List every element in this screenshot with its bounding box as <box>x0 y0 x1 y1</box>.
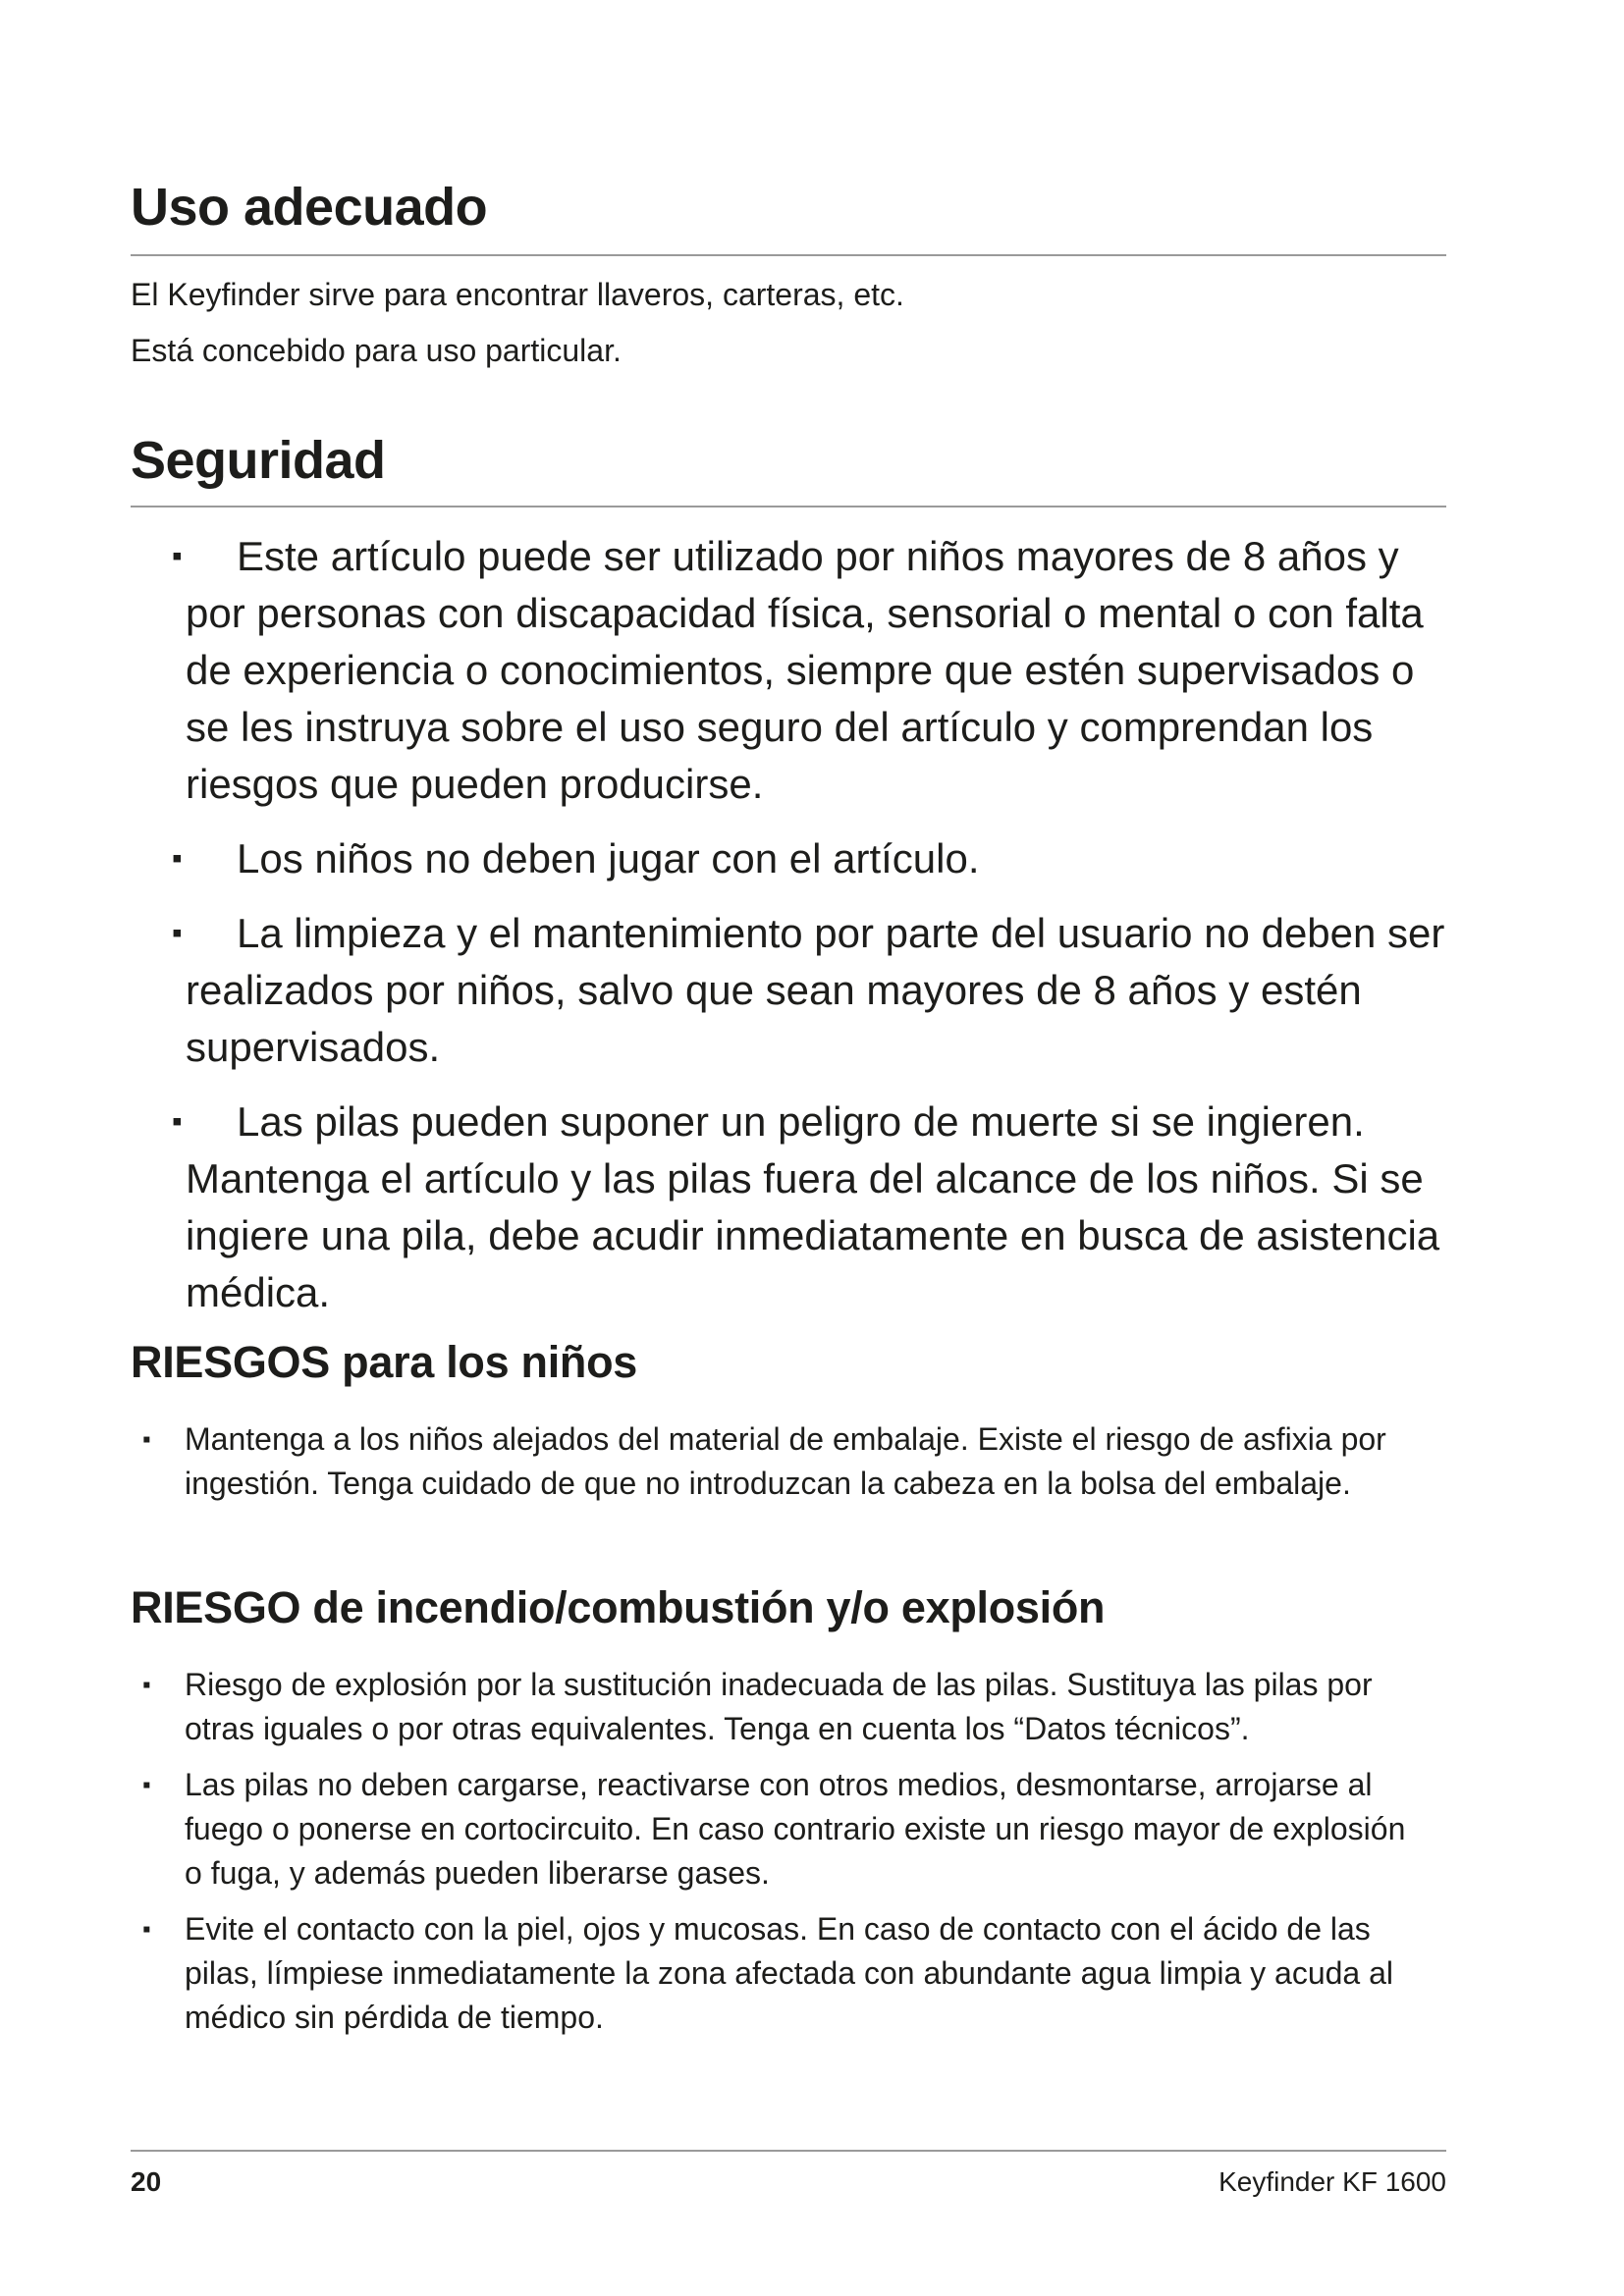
section-title-seguridad: Seguridad <box>131 431 386 490</box>
square-bullet-icon: ▪ <box>142 1426 151 1453</box>
list-item <box>131 1907 1412 2040</box>
square-bullet-icon: ▪ <box>172 540 183 572</box>
square-bullet-icon: ▪ <box>172 1105 183 1138</box>
footer-divider <box>131 2150 1446 2152</box>
page-number: 20 <box>131 2166 162 2197</box>
list-item-text: Las pilas no deben cargarse, reactivarse con otros medios, desmontarse, arrojarse al fuego o ponerse en cortocircuito. En caso contrario existe un riesgo mayor de explosión o fuga, y además pueden liberarse gases. <box>185 1767 1406 1891</box>
safety-list <box>131 528 1452 1339</box>
list-item-text: Este artículo puede ser utilizado por niños mayores de 8 años y por personas con discapacidad física, sensorial o mental o con falta de experiencia o conocimientos, siempre que estén supervisados o se les instruya sobre el uso seguro del artículo y comprendan los riesgos que pueden producirse. <box>186 533 1424 807</box>
square-bullet-icon: ▪ <box>142 1916 151 1943</box>
list-item-text: Riesgo de explosión por la sustitución inadecuada de las pilas. Sustituya las pilas por otras iguales o por otras equivalentes. Tenga en cuenta los “Datos técnicos”. <box>185 1667 1373 1746</box>
square-bullet-icon: ▪ <box>142 1772 151 1798</box>
square-bullet-icon: ▪ <box>172 917 183 949</box>
intro-line: El Keyfinder sirve para encontrar llaveros, carteras, etc. <box>131 277 904 312</box>
section-divider <box>131 506 1446 507</box>
intro-line: Está concebido para uso particular. <box>131 333 622 368</box>
list-item <box>131 528 1452 813</box>
children-risk-list <box>131 1417 1412 1518</box>
list-item-text: Los niños no deben jugar con el artículo. <box>237 835 980 881</box>
product-name: Keyfinder KF 1600 <box>1218 2166 1446 2197</box>
list-item <box>131 830 1452 887</box>
list-item <box>131 1663 1412 1751</box>
manual-page <box>131 0 1446 2296</box>
list-item <box>131 905 1452 1076</box>
square-bullet-icon: ▪ <box>142 1672 151 1698</box>
section-title-uso-adecuado: Uso adecuado <box>131 178 488 237</box>
fire-risk-list <box>131 1663 1412 2052</box>
list-item-text: Evite el contacto con la piel, ojos y mucosas. En caso de contacto con el ácido de las pilas, límpiese inmediatamente la zona afectada con abundante agua limpia y acuda al médico sin pérdida de tiempo. <box>185 1911 1394 2035</box>
section-divider <box>131 254 1446 256</box>
list-item-text: Mantenga a los niños alejados del material de embalaje. Existe el riesgo de asfixia por ingestión. Tenga cuidado de que no introduzcan la cabeza en la bolsa del embalaje. <box>185 1421 1386 1501</box>
list-item-text: Las pilas pueden suponer un peligro de muerte si se ingieren. Mantenga el artículo y las pilas fuera del alcance de los niños. Si se ingiere una pila, debe acudir inmediatamente en busca de asistencia médica. <box>186 1098 1440 1315</box>
list-item <box>131 1417 1412 1506</box>
list-item <box>131 1763 1412 1896</box>
list-item-text: La limpieza y el mantenimiento por parte del usuario no deben ser realizados por niños, salvo que sean mayores de 8 años y estén supervisados. <box>186 910 1445 1070</box>
list-item <box>131 1094 1452 1321</box>
subsection-title-riesgo-incendio: RIESGO de incendio/combustión y/o explosión <box>131 1582 1106 1632</box>
subsection-title-riesgos-ninos: RIESGOS para los niños <box>131 1337 638 1387</box>
square-bullet-icon: ▪ <box>172 842 183 875</box>
